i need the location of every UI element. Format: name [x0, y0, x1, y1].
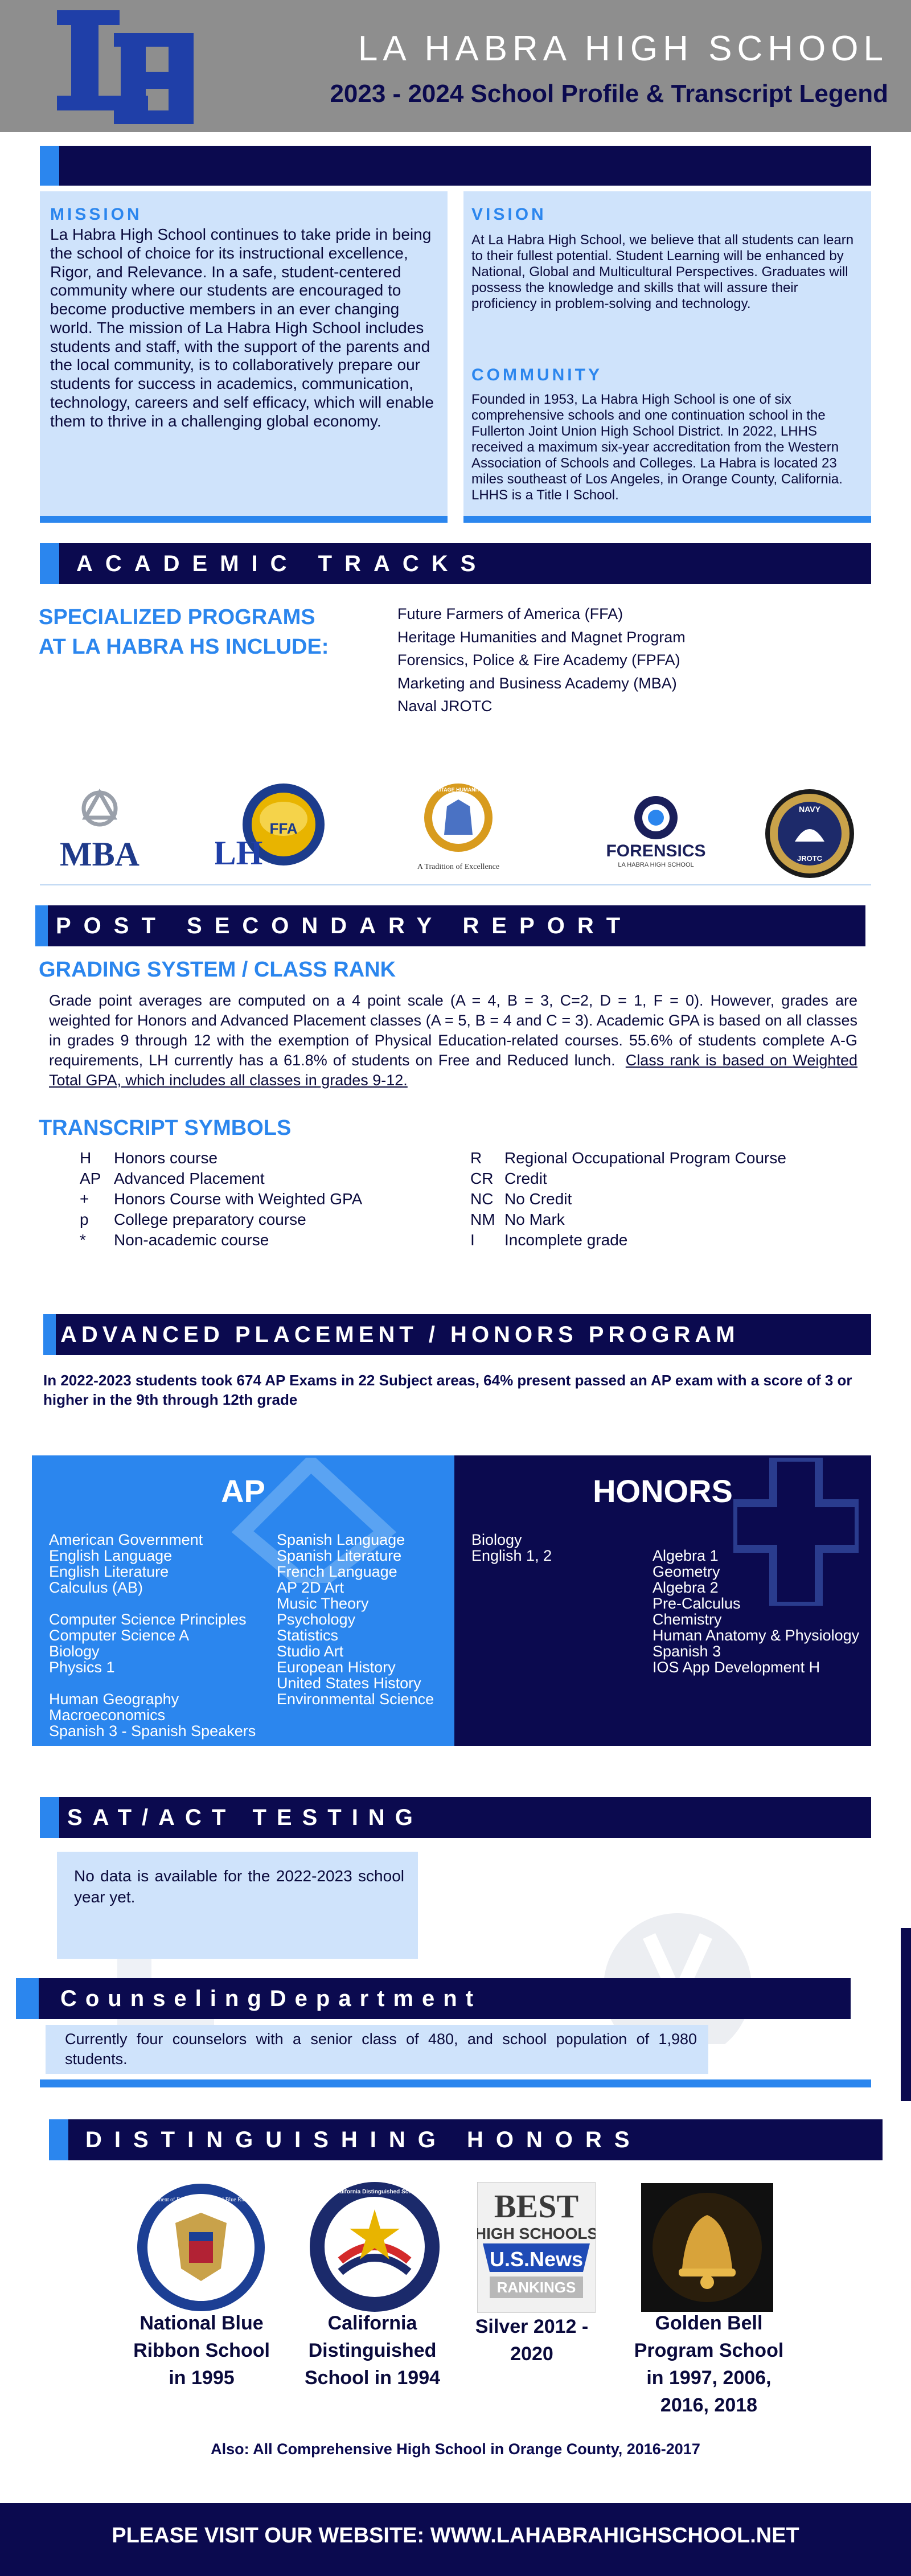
- honors-course: Geometry: [653, 1563, 720, 1580]
- honors-list-col2: [653, 1548, 859, 1675]
- side-tab-decoration: [901, 1928, 911, 2101]
- high-schools-text: HIGH SCHOOLS: [477, 2225, 596, 2242]
- post-secondary-accent: [35, 905, 48, 946]
- symbol-code: +: [80, 1190, 89, 1208]
- grading-heading: GRADING SYSTEM / CLASS RANK: [39, 958, 396, 982]
- academic-tracks-title: ACADEMIC TRACKS: [76, 551, 489, 576]
- honors-course: IOS App Development H: [653, 1659, 820, 1676]
- specialized-line-1: SPECIALIZED PROGRAMS: [39, 605, 315, 629]
- counseling-text: Currently four counselors with a senior class of 480, and school population of 1,980 students.: [65, 2031, 697, 2068]
- ap-course: Macroeconomics: [49, 1707, 166, 1724]
- symbols-heading: TRANSCRIPT SYMBOLS: [39, 1116, 292, 1140]
- forensics-text: FORENSICS: [606, 842, 706, 860]
- usnews-text: U.S.News: [489, 2247, 584, 2271]
- heritage-caption: A Tradition of Excellence: [417, 863, 500, 871]
- ap-course: Biology: [49, 1643, 100, 1660]
- ap-course: Psychology: [277, 1611, 356, 1628]
- honors-heading: HONORS: [593, 1473, 733, 1509]
- symbol-row: [470, 1148, 786, 1168]
- program-item: Marketing and Business Academy (MBA): [397, 674, 677, 692]
- symbol-row: [80, 1168, 362, 1189]
- blue-ribbon-seal: [130, 2183, 272, 2312]
- symbol-desc: No Mark: [504, 1211, 565, 1228]
- distinguishing-title: DISTINGUISHING HONORS: [85, 2127, 642, 2152]
- symbol-code: NC: [470, 1190, 494, 1208]
- honors-panel: [454, 1455, 871, 1746]
- vision-community-box: [463, 191, 871, 523]
- ap-panel: [32, 1455, 454, 1746]
- website-link[interactable]: PLEASE VISIT OUR WEBSITE: WWW.LAHABRAHIGHSCHOOL.NET: [112, 2524, 799, 2548]
- honors-course: English 1, 2: [471, 1547, 552, 1564]
- symbol-desc: No Credit: [504, 1190, 572, 1208]
- rankings-text: RANKINGS: [496, 2279, 576, 2296]
- honors-list-col1: [471, 1532, 552, 1564]
- ap-honors-accent: [43, 1314, 56, 1355]
- best-text: BEST: [494, 2188, 579, 2225]
- symbol-desc: College preparatory course: [114, 1211, 306, 1228]
- post-secondary-bar: [40, 905, 865, 946]
- specialized-heading: [39, 602, 329, 662]
- honors-course: Algebra 2: [653, 1579, 719, 1596]
- ap-course: Spanish 3 - Spanish Speakers: [49, 1722, 256, 1740]
- symbol-row: [470, 1189, 786, 1209]
- ap-course: Spanish Literature: [277, 1547, 402, 1564]
- logos-divider: [40, 884, 871, 885]
- program-item: Heritage Humanities and Magnet Program: [397, 628, 686, 646]
- blue-ribbon-seal-text: U.S. Department of Education · National Blue Ribbon School: [130, 2197, 272, 2203]
- symbol-row: [80, 1189, 362, 1209]
- ap-course: Human Geography: [49, 1691, 179, 1708]
- symbol-code: I: [470, 1231, 475, 1249]
- symbols-left-list: [80, 1148, 362, 1250]
- also-note: Also: All Comprehensive High School in Orange County, 2016-2017: [211, 2440, 700, 2458]
- counseling-title: CounselingDepartment: [60, 1986, 482, 2011]
- award-caption-blue-ribbon: National Blue Ribbon School in 1995: [133, 2312, 270, 2389]
- award-caption-cds: California Distinguished School in 1994: [304, 2312, 441, 2389]
- symbol-row: [470, 1209, 786, 1230]
- ap-stats: In 2022-2023 students took 674 AP Exams in 22 Subject areas, 64% present passed an AP exam with a score of 3 or higher in the 9th through 12th grade: [43, 1372, 852, 1408]
- profile-subtitle: 2023 - 2024 School Profile & Transcript Legend: [330, 80, 888, 108]
- symbol-desc: Regional Occupational Program Course: [504, 1149, 786, 1167]
- honors-course: Biology: [471, 1531, 522, 1548]
- ap-list-col1: [49, 1532, 256, 1739]
- symbol-row: [470, 1230, 786, 1250]
- symbol-code: NM: [470, 1211, 495, 1228]
- ap-course: English Language: [49, 1547, 173, 1564]
- counseling-underline: [40, 2079, 871, 2087]
- symbol-row: [80, 1230, 362, 1250]
- mba-logo-text: MBA: [60, 835, 139, 873]
- ffa-logo: [215, 779, 329, 876]
- heritage-ring-text: HERITAGE HUMANITIES: [428, 787, 489, 793]
- sat-act-text: No data is available for the 2022-2023 school year yet.: [74, 1867, 404, 1906]
- vision-heading: VISION: [471, 205, 547, 224]
- symbol-code: CR: [470, 1170, 494, 1187]
- ap-honors-title: ADVANCED PLACEMENT / HONORS PROGRAM: [60, 1322, 740, 1347]
- grading-text: Grade point averages are computed on a 4 point scale (A = 4, B = 3, C=2, D = 1, F = 0). However, grades are weighted for Honors and Advanced Placement classes (A = 5, B = 4 and C = 3). Academic GPA is based on all classes in grades 9 through 12 with the exemption of Physical Education-related courses. 55.6% of students complete A-G requirements, LH currently has a 61.8% of students on Free and Reduced lunch.: [49, 992, 857, 1069]
- class-rank-text: Class rank is based on Weighted Total GPA, which includes all classes in grades 9-12.: [49, 1052, 857, 1089]
- page-header: [0, 0, 911, 132]
- ap-course: Calculus (AB): [49, 1579, 143, 1596]
- mission-underline: [40, 516, 448, 523]
- distinguishing-accent: [49, 2119, 68, 2160]
- ap-heading: AP: [221, 1473, 265, 1509]
- ffa-lh-text: LH: [215, 834, 263, 872]
- ap-course: Music Theory: [277, 1595, 369, 1612]
- ap-course: Physics 1: [49, 1659, 115, 1676]
- forensics-subtext: LA HABRA HIGH SCHOOL: [618, 862, 694, 868]
- intro-bar-accent: [40, 146, 59, 186]
- honors-course: Pre-Calculus: [653, 1595, 741, 1612]
- heritage-humanities-logo: [399, 780, 518, 878]
- us-news-badge: [477, 2182, 596, 2313]
- award-caption-golden-bell: Golden Bell Program School in 1997, 2006, 2016, 2018: [634, 2312, 784, 2416]
- symbols-right-list: [470, 1148, 786, 1250]
- navy-bottom-text: JROTC: [797, 854, 823, 863]
- forensics-logo: [599, 791, 713, 871]
- cds-seal-text: A California Distinguished School: [329, 2189, 421, 2195]
- ap-course: United States History: [277, 1675, 421, 1692]
- academic-tracks-bar: [40, 543, 871, 584]
- school-logo: [57, 10, 194, 124]
- ap-course: Computer Science Principles: [49, 1611, 247, 1628]
- symbol-code: p: [80, 1211, 89, 1228]
- mission-text: La Habra High School continues to take pride in being the school of choice for its instructional excellence, Rigor, and Relevance. In a safe, student-centered community where our students are encouraged to become productive members in an ever changing world. The mission of La Habra High School includes students and staff, with the support of the parents and the local community, is to collaboratively prepare our students for success in academics, communication, technology, careers and self efficacy, which will enable them to thrive in a challenging global economy.: [50, 225, 434, 430]
- symbol-code: *: [80, 1231, 86, 1249]
- ffa-text: FFA: [269, 820, 298, 837]
- ap-course: Environmental Science: [277, 1691, 434, 1708]
- ap-course: Spanish Language: [277, 1531, 405, 1548]
- ap-course: Statistics: [277, 1627, 339, 1644]
- community-heading: COMMUNITY: [471, 366, 602, 384]
- ap-course: Studio Art: [277, 1643, 344, 1660]
- vision-text: At La Habra High School, we believe that all students can learn to their fullest potential. Student Learning will be enhanced by National, Global and Multicultural Perspectives. Graduates will possess the knowledge and skills that will assure their proficiency in problem-solving and technology.: [471, 232, 854, 312]
- ap-course: French Language: [277, 1563, 397, 1580]
- grading-paragraph: [49, 991, 857, 1090]
- school-name: LA HABRA HIGH SCHOOL: [358, 29, 888, 68]
- symbol-desc: Advanced Placement: [114, 1170, 265, 1187]
- ap-course: AP 2D Art: [277, 1579, 344, 1596]
- program-item: Future Farmers of America (FFA): [397, 605, 623, 622]
- community-text: Founded in 1953, La Habra High School is one of six comprehensive schools and one continuation school in the Fullerton Joint Union High School District. In 2022, LHHS received a maximum six-year accreditation from the Western Association of Schools and Colleges. La Habra is located 23 miles southeast of Los Angeles, in Orange County, California. LHHS is a Title I School.: [471, 392, 843, 503]
- counseling-box: [46, 2025, 708, 2074]
- intro-bar: [40, 146, 871, 186]
- honors-course: Algebra 1: [653, 1547, 719, 1564]
- symbol-desc: Honors Course with Weighted GPA: [114, 1190, 363, 1208]
- symbol-code: R: [470, 1149, 482, 1167]
- ap-course: European History: [277, 1659, 396, 1676]
- symbol-code: H: [80, 1149, 92, 1167]
- mission-heading: MISSION: [50, 205, 142, 224]
- ap-course: English Literature: [49, 1563, 169, 1580]
- ap-honors-bar: [43, 1314, 871, 1355]
- symbol-row: [80, 1209, 362, 1230]
- symbol-row: [470, 1168, 786, 1189]
- navy-top-text: NAVY: [799, 805, 820, 814]
- award-caption-usnews: Silver 2012 - 2020: [475, 2316, 589, 2365]
- honors-course: Chemistry: [653, 1611, 722, 1628]
- symbol-desc: Honors course: [114, 1149, 218, 1167]
- specialized-line-2: AT LA HABRA HS INCLUDE:: [39, 635, 329, 659]
- ap-list-col2: [277, 1532, 434, 1707]
- program-item: Naval JROTC: [397, 698, 493, 715]
- sat-act-bar: [40, 1797, 871, 1838]
- mission-box: [40, 191, 448, 523]
- page-footer: [0, 2503, 911, 2576]
- vision-underline: [463, 516, 871, 523]
- sat-act-title: SAT/ACT TESTING: [67, 1805, 423, 1830]
- academic-tracks-accent: [40, 543, 59, 584]
- post-secondary-title: POST SECONDARY REPORT: [56, 913, 633, 938]
- navy-jrotc-logo: [761, 788, 859, 879]
- program-list: [397, 602, 686, 718]
- california-distinguished-seal: [307, 2181, 442, 2313]
- mba-logo: [40, 786, 159, 877]
- ap-course: Computer Science A: [49, 1627, 190, 1644]
- counseling-bar: [16, 1978, 851, 2019]
- golden-bell-seal: [641, 2183, 773, 2312]
- distinguishing-bar: [49, 2119, 883, 2160]
- ap-course: American Government: [49, 1531, 203, 1548]
- program-item: Forensics, Police & Fire Academy (FPFA): [397, 651, 680, 668]
- symbol-desc: Incomplete grade: [504, 1231, 628, 1249]
- honors-course: Human Anatomy & Physiology: [653, 1627, 860, 1644]
- symbol-row: [80, 1148, 362, 1168]
- sat-act-box: [57, 1852, 418, 1959]
- honors-course: Spanish 3: [653, 1643, 721, 1660]
- sat-act-accent: [40, 1797, 59, 1838]
- symbol-code: AP: [80, 1170, 101, 1187]
- counseling-accent: [16, 1978, 39, 2019]
- symbol-desc: Non-academic course: [114, 1231, 269, 1249]
- symbol-desc: Credit: [504, 1170, 547, 1187]
